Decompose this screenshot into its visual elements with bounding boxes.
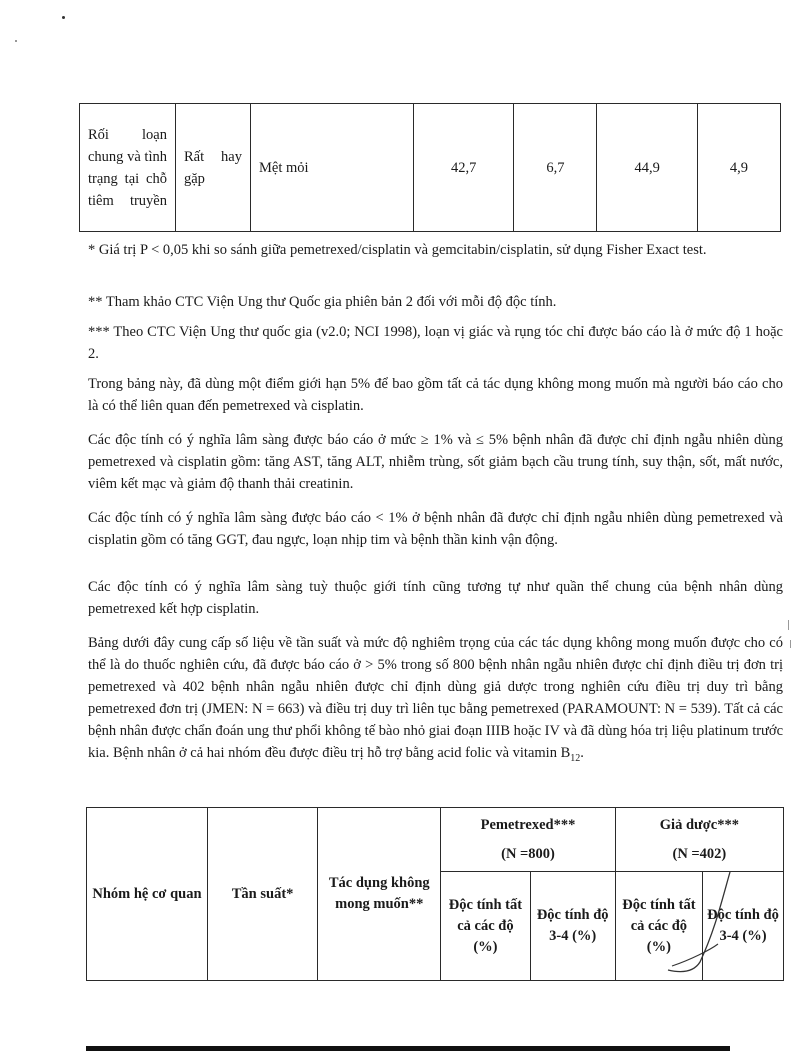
footnote-block: [88, 291, 783, 313]
footer-rule: [86, 1046, 730, 1051]
organ-group-cell: Rối loạn chung và tình trạng tại chỗ tiêm truyền: [80, 104, 176, 232]
value-cell: 6,7: [514, 104, 597, 232]
body-paragraph: [88, 429, 783, 495]
header-all-grades: Độc tính tất cả các độ (%): [615, 872, 702, 981]
table-row: [80, 104, 781, 232]
footnote-block: [88, 239, 783, 261]
paragraph-text: Các độc tính có ý nghĩa lâm sàng được báo cáo < 1% ở bệnh nhân đã được chỉ định ngẫu nhiên dùng pemetrexed và cisplatin gồm có tăng GGT, đau ngực, loạn nhịp tim và bệnh thần kinh vận động.: [88, 510, 783, 548]
value-cell: 42,7: [414, 104, 514, 232]
footnote-p-value: * Giá trị P < 0,05 khi so sánh giữa pemetrexed/cisplatin và gemcitabin/cisplatin, sử dụng Fisher Exact test.: [88, 242, 707, 258]
header-placebo: [615, 808, 783, 872]
header-frequency: Tần suất*: [207, 808, 317, 981]
header-grade-3-4: Độc tính độ 3-4 (%): [703, 872, 784, 981]
placebo-label: Giả dược***: [659, 816, 739, 833]
scan-speck: [15, 40, 17, 42]
pemetrexed-label: Pemetrexed***: [480, 816, 576, 833]
header-pemetrexed: [441, 808, 615, 872]
paragraph-text: Các độc tính có ý nghĩa lâm sàng tuỳ thuộc giới tính cũng tương tự như quần thể chung của bệnh nhân dùng pemetrexed kết hợp cisplatin.: [88, 579, 783, 617]
scan-mark: [788, 620, 789, 630]
effect-cell: Mệt mỏi: [251, 104, 414, 232]
footnote-nci: *** Theo CTC Viện Ung thư quốc gia (v2.0; NCI 1998), loạn vị giác và rụng tóc chỉ được báo cáo là ở mức độ 1 hoặc 2.: [88, 324, 783, 362]
table-header-row: [87, 808, 784, 872]
value-cell: 4,9: [697, 104, 780, 232]
paragraph-text: Các độc tính có ý nghĩa lâm sàng được báo cáo ở mức ≥ 1% và ≤ 5% bệnh nhân đã được chỉ định ngẫu nhiên dùng pemetrexed và cisplatin gồm: tăng AST, tăng ALT, nhiễm trùng, sốt giảm bạch cầu trung tính, suy thận, sốt, mất nước, viêm kết mạc và giảm độ thanh thải creatinin.: [88, 432, 783, 492]
scan-speck: [62, 16, 65, 19]
paragraph-text: Trong bảng này, đã dùng một điểm giới hạn 5% để bao gồm tất cả tác dụng không mong muốn mà người báo cáo cho là có thể liên quan đến pemetrexed và cisplatin.: [88, 376, 783, 414]
scan-mark: [790, 640, 791, 648]
body-paragraph: [88, 373, 783, 417]
body-paragraph: [88, 576, 783, 620]
body-paragraph: [88, 507, 783, 551]
header-all-grades: Độc tính tất cả các độ (%): [441, 872, 530, 981]
paragraph-main-text: Bảng dưới đây cung cấp số liệu về tần suất và mức độ nghiêm trọng của các tác dụng không mong muốn được cho có thể là do thuốc nghiên cứu, đã được báo cáo ở > 5% trong số 800 bệnh nhân ngẫu nhiên được chỉ định điều trị đơn trị pemetrexed và 402 bệnh nhân ngẫu nhiên được chỉ định dùng giả dược trong nghiên cứu điều trị duy trì bằng pemetrexed đơn trị (JMEN: N = 663) và điều trị duy trì liên tục bằng pemetrexed (PARAMOUNT: N = 539). Tất cả các bệnh nhân được chẩn đoán ung thư phổi không tế bào nhỏ giai đoạn IIIB hoặc IV và đã dùng hóa trị liệu platinum trước kia. Bệnh nhân ở cả hai nhóm đều được điều trị hỗ trợ bằng acid folic và vitamin B: [88, 635, 784, 761]
pemetrexed-n: (N =800): [501, 845, 555, 862]
footnote-block: [88, 321, 783, 365]
adverse-effects-table-continued: [79, 103, 781, 232]
subscript-12: 12: [570, 752, 581, 764]
header-organ-group: Nhóm hệ cơ quan: [87, 808, 208, 981]
body-paragraph: [88, 632, 783, 770]
value-cell: 44,9: [597, 104, 697, 232]
header-grade-3-4: Độc tính độ 3-4 (%): [530, 872, 615, 981]
header-adverse-effect: Tác dụng không mong muốn**: [318, 808, 441, 981]
placebo-n: (N =402): [672, 845, 727, 862]
frequency-cell: Rất hay gặp: [176, 104, 251, 232]
handwritten-pen-stroke: [660, 870, 750, 980]
paragraph-text: [88, 632, 783, 770]
paragraph-end: .: [580, 745, 584, 761]
footnote-ctc: ** Tham khảo CTC Viện Ung thư Quốc gia phiên bản 2 đối với mỗi độ độc tính.: [88, 294, 557, 310]
